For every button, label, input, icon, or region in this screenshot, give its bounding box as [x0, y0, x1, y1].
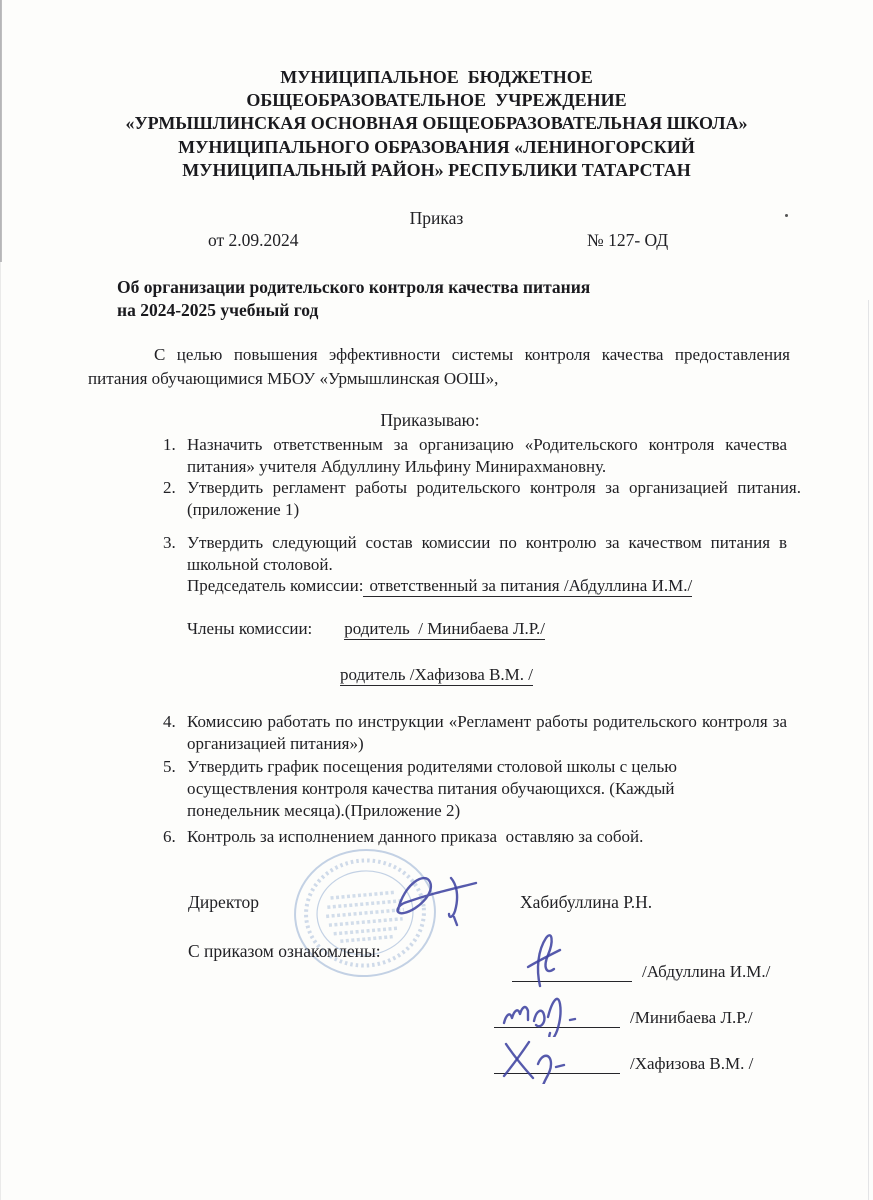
- members-label: Члены комиссии:: [187, 619, 313, 638]
- order-word: Приказываю:: [380, 410, 480, 430]
- doc-type-title: Приказ: [409, 208, 464, 228]
- director-name: Хабибуллина Р.Н.: [520, 892, 653, 912]
- member-value: родитель / Минибаева Л.Р./: [344, 619, 546, 638]
- ack-name: /Абдуллина И.М./: [642, 962, 771, 981]
- subject-line-1: Об организации родительского контроля качества питания: [117, 277, 591, 297]
- order-item-6: [163, 826, 827, 848]
- item-number: 5.: [163, 757, 176, 776]
- item-number: 6.: [163, 827, 176, 846]
- director-signature-icon: [388, 866, 493, 935]
- preamble-paragraph: С целью повышения эффективности системы контроля качества предоставления питания обучающимися МБОУ «Урмышлинская ООШ»,: [88, 345, 790, 388]
- ack-name: /Хафизова В.М. /: [630, 1054, 754, 1073]
- scan-edge-artifact: [0, 0, 1, 1200]
- ack-label: С приказом ознакомлены:: [188, 941, 381, 961]
- org-header-line: МУНИЦИПАЛЬНОЕ БЮДЖЕТНОЕ: [280, 67, 593, 87]
- order-subject: [117, 276, 717, 322]
- item-text: Комиссию работать по инструкции «Регламент работы родительского контроля за организацией питания»): [187, 712, 787, 753]
- order-item-1: [163, 434, 787, 478]
- scan-speck-artifact: [785, 214, 788, 217]
- org-header: [0, 66, 873, 182]
- item-number: 4.: [163, 712, 176, 731]
- item-text: Назначить ответственным за организацию «Родительского контроля качества питания» учителя Абдуллину Ильфину Минирахмановну.: [187, 435, 787, 476]
- item-number: 1.: [163, 435, 176, 454]
- org-header-line: «УРМЫШЛИНСКАЯ ОСНОВНАЯ ОБЩЕОБРАЗОВАТЕЛЬНАЯ ШКОЛА»: [125, 113, 748, 134]
- item-text: Утвердить следующий состав комиссии по контролю за качеством питания в школьной столовой.: [187, 533, 787, 574]
- commission-chair-line: [187, 576, 692, 596]
- item-text: Утвердить график посещения родителями столовой школы с целью осуществления контроля качества питания обучающихся. (Каждый понедельник месяца).(Приложение 2): [187, 757, 677, 820]
- item-number: 3.: [163, 533, 176, 552]
- item-number: 2.: [163, 478, 176, 497]
- order-item-5: [163, 756, 752, 821]
- commission-member-2: [340, 665, 533, 685]
- chair-value: ответственный за питания /Абдуллина И.М./: [363, 576, 692, 597]
- order-number: № 127- ОД: [587, 230, 669, 250]
- director-label: Директор: [188, 892, 260, 912]
- order-item-2: [163, 477, 801, 521]
- order-item-3: [163, 532, 787, 576]
- item-text: Утвердить регламент работы родительского контроля за организацией питания. (приложение 1): [187, 478, 801, 519]
- org-header-line: МУНИЦИПАЛЬНЫЙ РАЙОН» РЕСПУБЛИКИ ТАТАРСТАН: [182, 159, 691, 180]
- org-header-line: ОБЩЕОБРАЗОВАТЕЛЬНОЕ УЧРЕЖДЕНИЕ: [246, 90, 627, 111]
- order-date: от 2.09.2024: [208, 230, 299, 250]
- subject-line-2: на 2024-2025 учебный год: [117, 300, 319, 320]
- scan-edge-artifact: [868, 300, 869, 1200]
- item-text: Контроль за исполнением данного приказа оставляю за собой.: [187, 827, 644, 846]
- order-item-4: [163, 711, 787, 755]
- chair-label: Председатель комиссии:: [187, 576, 364, 595]
- commission-members-row: [187, 619, 545, 639]
- ack-name: /Минибаева Л.Р./: [630, 1008, 753, 1027]
- org-header-line: МУНИЦИПАЛЬНОГО ОБРАЗОВАНИЯ «ЛЕНИНОГОРСКИЙ: [178, 136, 695, 157]
- ack-signature-icon: [496, 1034, 576, 1089]
- member-value: родитель /Хафизова В.М. /: [340, 665, 534, 684]
